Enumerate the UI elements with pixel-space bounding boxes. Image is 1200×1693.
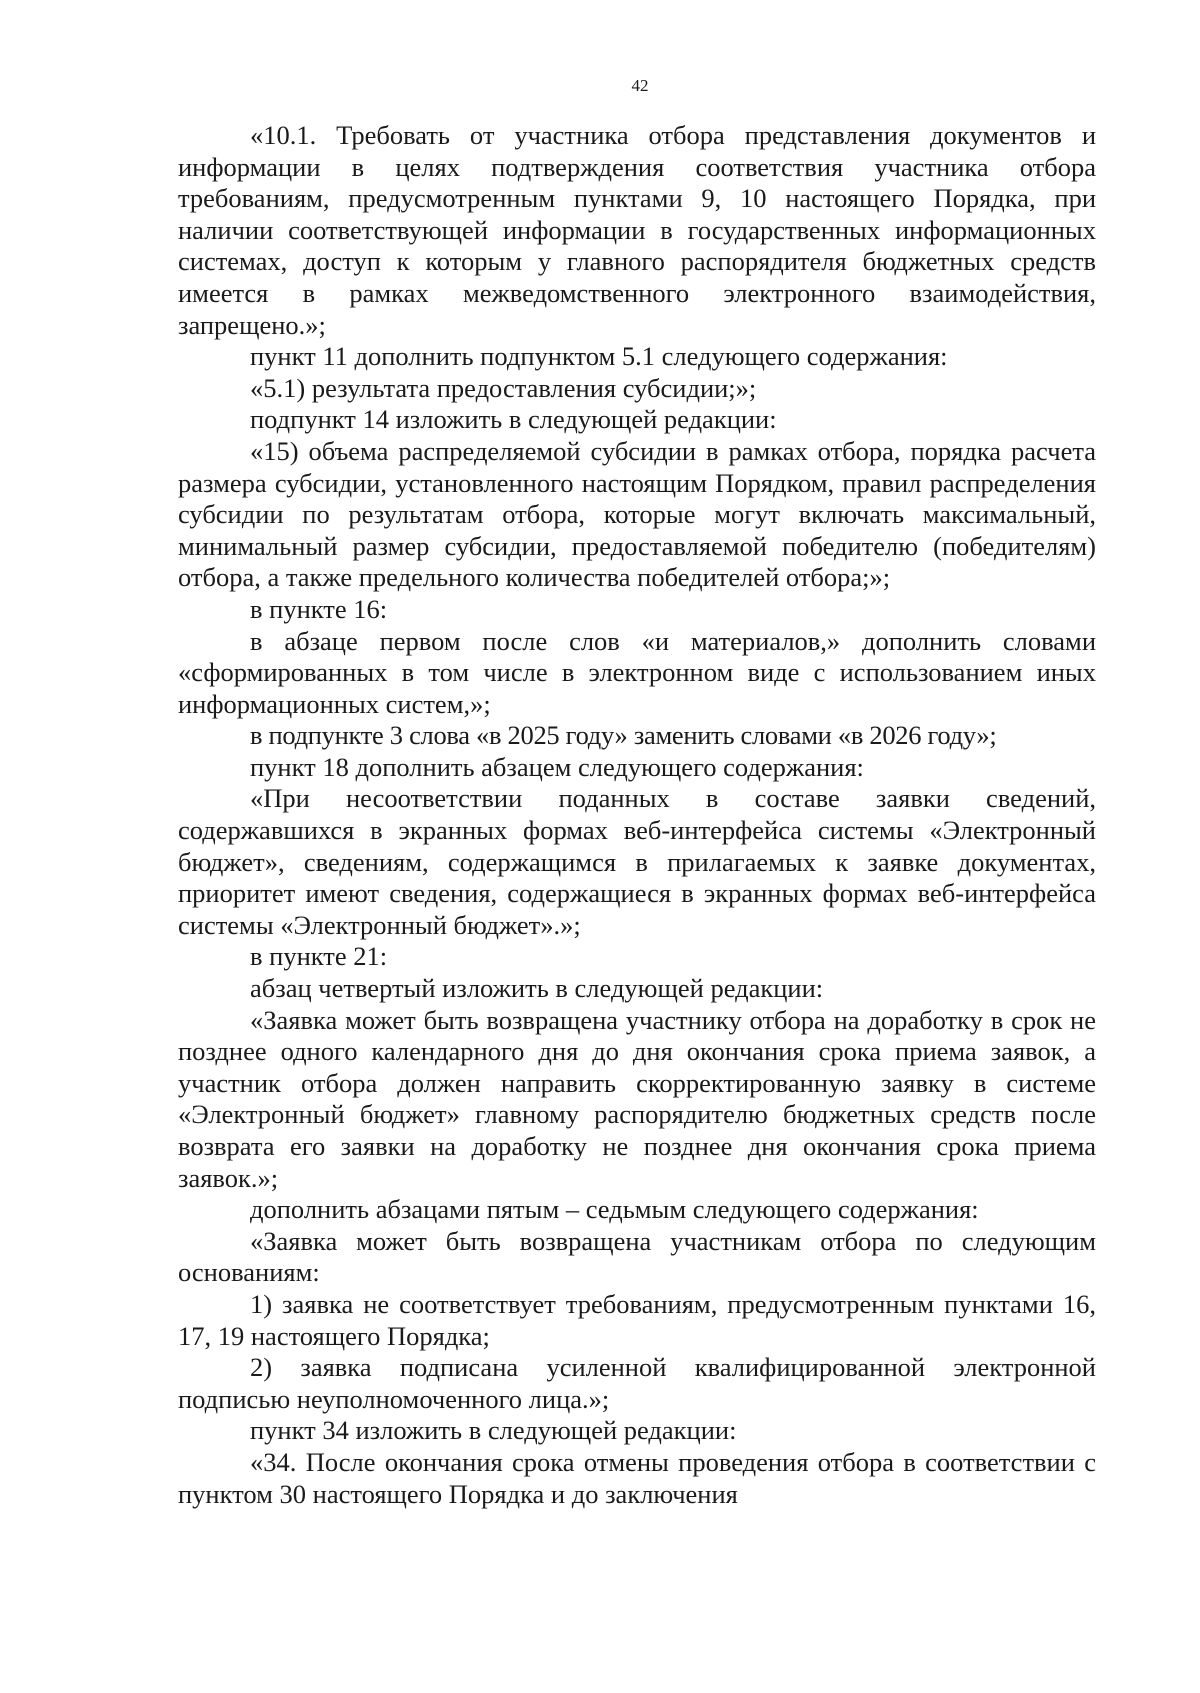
paragraph-item-34-text: «34. После окончания срока отмены проведения отбора в соответствии с пунктом 30 настоящего Порядка и до заключения	[178, 1446, 1096, 1509]
paragraph-subitem-14: подпункт 14 изложить в следующей редакции:	[250, 404, 777, 435]
paragraph-10-1: «10.1. Требовать от участника отбора представления документов и информации в целях подтверждения соответствия участника отбора требованиям, предусмотренным пунктами 9, 10 настоящего Порядка, при наличии соответствующей информации в государственных информационных системах, доступ к которым у главного распорядителя бюджетных средств имеется в рамках межведомственного электронного взаимодействия, запрещено.»;	[178, 120, 1096, 340]
paragraph-return-grounds: «Заявка может быть возвращена участникам отбора по следующим основаниям:	[178, 1225, 1096, 1288]
paragraph-item-21-abzac-4-text: «Заявка может быть возвращена участнику отбора на доработку в срок не позднее одного календарного дня до дня окончания срока приема заявок, а участник отбора должен направить скорректированную заявку в системе «Электронный бюджет» главному распорядителю бюджетных средств после возврата его заявки на доработку не позднее дня окончания срока приема заявок.»;	[178, 1004, 1096, 1193]
paragraph-item-16: в пункте 16:	[250, 593, 388, 624]
paragraph-subitem-5-1: «5.1) результата предоставления субсидии;»;	[250, 372, 757, 403]
paragraph-item-18: пункт 18 дополнить абзацем следующего содержания:	[250, 751, 864, 782]
paragraph-return-ground-2: 2) заявка подписана усиленной квалифицированной электронной подписью неуполномоченного лица.»;	[178, 1352, 1096, 1414]
paragraph-item-18-text: «При несоответствии поданных в составе заявки сведений, содержавшихся в экранных формах веб-интерфейса системы «Электронный бюджет», сведениям, содержащимся в прилагаемых к заявке документах, приоритет имеют сведения, содержащиеся в экранных формах веб-интерфейса системы «Электронный бюджет».»;	[178, 783, 1096, 940]
paragraph-return-ground-1: 1) заявка не соответствует требованиям, предусмотренным пунктами 16, 17, 19 настоящего Порядка;	[178, 1288, 1096, 1351]
paragraph-item-11: пункт 11 дополнить подпунктом 5.1 следующего содержания:	[250, 341, 948, 372]
page-number: 42	[631, 76, 649, 95]
document-body	[178, 120, 1096, 1510]
paragraph-item-21-abzac-4: абзац четвертый изложить в следующей редакции:	[250, 973, 824, 1004]
paragraph-item-16-first-abzac: в абзаце первом после слов «и материалов,» дополнить словами «сформированных в том числе в электронном виде с использованием иных информационных систем,»;	[178, 625, 1096, 719]
paragraph-item-34: пункт 34 изложить в следующей редакции:	[250, 1415, 737, 1446]
paragraph-item-21: в пункте 21:	[250, 941, 388, 972]
paragraph-15: «15) объема распределяемой субсидии в рамках отбора, порядка расчета размера субсидии, установленного настоящим Порядком, правил распределения субсидии по результатам отбора, которые могут включать максимальный, минимальный размер субсидии, предоставляемой победителю (победителям) отбора, а также предельного количества победителей отбора;»;	[178, 435, 1096, 593]
paragraph-item-21-abzac-5-7: дополнить абзацами пятым – седьмым следующего содержания:	[250, 1194, 979, 1225]
paragraph-item-16-subitem-3: в подпункте 3 слова «в 2025 году» заменить словами «в 2026 году»;	[250, 720, 997, 751]
